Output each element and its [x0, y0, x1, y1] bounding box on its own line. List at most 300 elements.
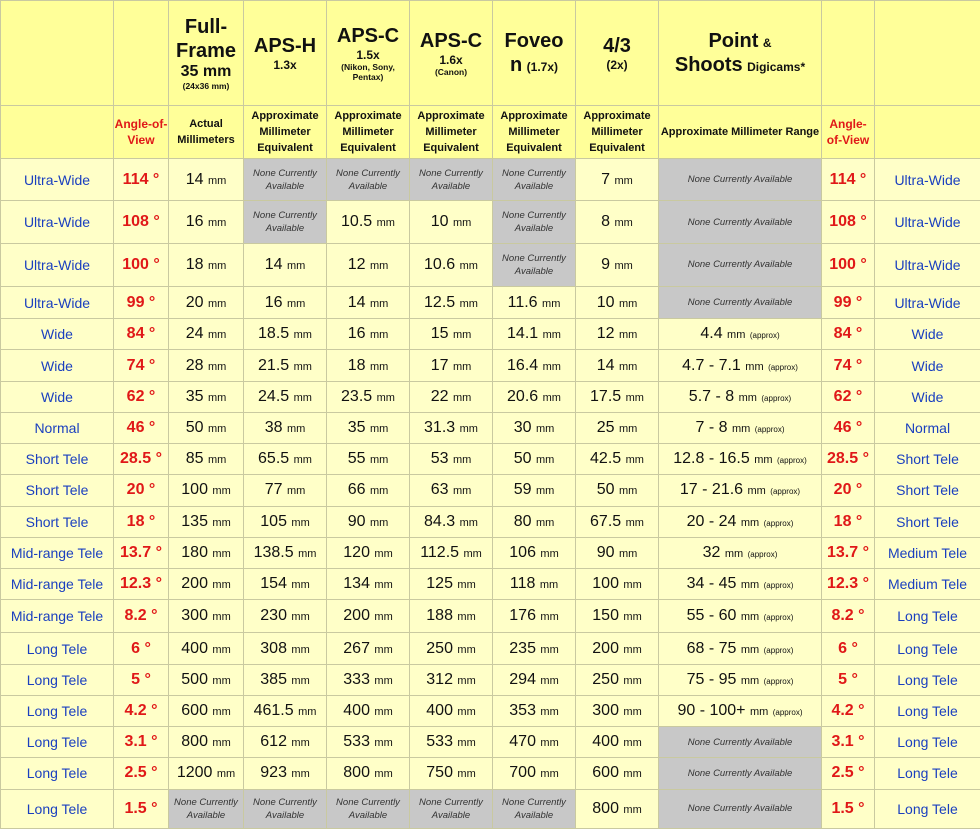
foveon-title-n: n	[509, 53, 523, 76]
value-text: 294 mm	[509, 670, 559, 688]
angle-of-view-left: 5 °	[114, 664, 169, 695]
ps-value	[659, 633, 822, 664]
unit-label: mm	[369, 485, 389, 498]
foveon-value	[493, 633, 576, 664]
unit-label: mm	[291, 611, 310, 624]
value-text: 55 - 60 mm (approx)	[686, 607, 794, 625]
ft-title: 4/3	[603, 34, 631, 57]
ps-digicams: Digicams*	[747, 59, 806, 74]
unit-label: mm	[740, 516, 760, 529]
unit-label: mm	[452, 329, 472, 342]
apsc15-value	[327, 727, 410, 758]
category-left: Long Tele	[1, 664, 114, 695]
value-text: 16 mm	[347, 325, 389, 343]
category-right: Ultra-Wide	[875, 201, 980, 243]
category-left: Mid-range Tele	[1, 600, 114, 633]
na-text: None Currently Available	[687, 174, 793, 186]
angle-of-view-right: 99 °	[822, 287, 875, 319]
apsh-value	[244, 537, 327, 568]
angle-of-view-right: 5 °	[822, 664, 875, 695]
unit-label: mm	[542, 329, 561, 342]
value-text: 66 mm	[347, 481, 389, 499]
angle-of-view-left: 114 °	[114, 159, 169, 201]
unit-label: mm	[535, 485, 555, 498]
approx-label: (approx)	[761, 393, 792, 403]
ff-value	[169, 569, 244, 600]
category-left: Long Tele	[1, 695, 114, 726]
apsh-crop: 1.3x	[273, 57, 297, 72]
foveon-value	[493, 201, 576, 243]
sub-blank-right	[875, 105, 980, 158]
value-text: 50 mm	[596, 481, 638, 499]
value-text: 176 mm	[509, 607, 559, 625]
value-text: 10.6 mm	[424, 255, 478, 273]
header-aps-h	[244, 1, 327, 106]
unit-label: mm	[749, 706, 769, 719]
na-text: None Currently Available	[502, 796, 566, 821]
unit-label: mm	[291, 768, 310, 781]
ft-value	[576, 243, 659, 286]
unit-label: mm	[618, 423, 638, 436]
value-text: 16 mm	[264, 293, 306, 311]
value-text: 188 mm	[426, 607, 476, 625]
unit-label: mm	[754, 454, 773, 467]
unit-label: mm	[207, 297, 227, 310]
apsc15-value	[327, 319, 410, 350]
angle-of-view-left: 46 °	[114, 412, 169, 443]
approx-label: (approx)	[749, 331, 780, 341]
value-text: 125 mm	[426, 575, 476, 593]
na-text: None Currently Available	[687, 736, 793, 748]
unit-label: mm	[291, 674, 310, 687]
header-aps-c-16	[410, 1, 493, 106]
ft-value	[576, 664, 659, 695]
unit-label: mm	[369, 423, 389, 436]
unit-label: mm	[369, 454, 389, 467]
ft-value	[576, 412, 659, 443]
ft-value	[576, 569, 659, 600]
value-text: 100 mm	[181, 481, 231, 499]
angle-of-view-left: 74 °	[114, 350, 169, 381]
unit-label: mm	[459, 259, 478, 272]
unit-label: mm	[293, 329, 312, 342]
unit-label: mm	[374, 706, 393, 719]
ff-value	[169, 159, 244, 201]
table-body	[1, 159, 980, 829]
apsc15-value	[327, 789, 410, 828]
apsc15-value	[327, 350, 410, 381]
value-text: 53 mm	[430, 450, 472, 468]
value-text: 15 mm	[430, 325, 472, 343]
table-row	[1, 695, 980, 726]
category-right: Long Tele	[875, 664, 980, 695]
unit-label: mm	[452, 360, 472, 373]
angle-of-view-right: 62 °	[822, 381, 875, 412]
ps-value	[659, 569, 822, 600]
table-row	[1, 789, 980, 828]
table-row	[1, 758, 980, 789]
unit-label: mm	[535, 516, 555, 529]
category-right: Long Tele	[875, 600, 980, 633]
foveon-value	[493, 319, 576, 350]
value-text: 118 mm	[509, 575, 559, 593]
category-left: Short Tele	[1, 506, 114, 537]
value-text: 800 mm	[592, 799, 642, 817]
value-text: 17.5 mm	[590, 387, 644, 405]
apsc15-value	[327, 758, 410, 789]
foveon-value	[493, 695, 576, 726]
ps-value	[659, 159, 822, 201]
table-row	[1, 569, 980, 600]
value-text: 85 mm	[185, 450, 227, 468]
table-row	[1, 633, 980, 664]
apsh-value	[244, 319, 327, 350]
ff-value	[169, 412, 244, 443]
category-right: Long Tele	[875, 789, 980, 828]
value-text: 20.6 mm	[507, 387, 561, 405]
sub-equiv-apsc16: Approximate Millimeter Equivalent	[410, 105, 493, 158]
category-left: Ultra-Wide	[1, 159, 114, 201]
na-text: None Currently Available	[687, 216, 793, 228]
unit-label: mm	[614, 174, 633, 187]
apsc16-value	[410, 412, 493, 443]
value-text: 22 mm	[430, 387, 472, 405]
unit-label: mm	[374, 674, 393, 687]
value-text: 30 mm	[513, 419, 555, 437]
apsc15-brands: (Nikon, Sony, Pentax)	[341, 61, 395, 82]
unit-label: mm	[463, 547, 482, 560]
category-left: Mid-range Tele	[1, 569, 114, 600]
angle-of-view-left: 84 °	[114, 319, 169, 350]
ft-value	[576, 695, 659, 726]
header-blank-aov-right	[822, 1, 875, 106]
ft-value	[576, 319, 659, 350]
unit-label: mm	[618, 485, 638, 498]
category-right: Ultra-Wide	[875, 243, 980, 286]
table-row	[1, 319, 980, 350]
ff-value	[169, 506, 244, 537]
unit-label: mm	[374, 579, 393, 592]
apsc15-value	[327, 287, 410, 319]
angle-of-view-left: 99 °	[114, 287, 169, 319]
category-left: Long Tele	[1, 789, 114, 828]
approx-label: (approx)	[763, 613, 794, 623]
unit-label: mm	[542, 297, 561, 310]
value-text: 84.3 mm	[424, 512, 478, 530]
unit-label: mm	[540, 643, 559, 656]
value-text: 120 mm	[343, 543, 393, 561]
ps-value	[659, 444, 822, 475]
value-text: 750 mm	[426, 764, 476, 782]
unit-label: mm	[207, 259, 227, 272]
ff-value	[169, 758, 244, 789]
na-text: None Currently Available	[174, 796, 238, 821]
apsh-value	[244, 569, 327, 600]
ps-value	[659, 506, 822, 537]
value-text: 14 mm	[596, 356, 638, 374]
ps-value	[659, 664, 822, 695]
sub-aov: Angle-of-View	[114, 105, 169, 158]
apsh-value	[244, 243, 327, 286]
unit-label: mm	[623, 674, 642, 687]
ff-value	[169, 633, 244, 664]
ps-amp: &	[762, 35, 772, 50]
apsh-value	[244, 506, 327, 537]
category-right: Long Tele	[875, 758, 980, 789]
na-text: None Currently Available	[253, 796, 317, 821]
na-text: None Currently Available	[687, 803, 793, 815]
unit-label: mm	[535, 454, 555, 467]
angle-of-view-left: 100 °	[114, 243, 169, 286]
category-right: Short Tele	[875, 506, 980, 537]
unit-label: mm	[724, 547, 744, 560]
ff-title-line2: Frame	[175, 39, 237, 62]
value-text: 180 mm	[181, 543, 231, 561]
ff-value	[169, 287, 244, 319]
angle-of-view-right: 74 °	[822, 350, 875, 381]
foveon-value	[493, 444, 576, 475]
value-text: 700 mm	[509, 764, 559, 782]
value-text: 35 mm	[185, 387, 227, 405]
value-text: 308 mm	[260, 639, 310, 657]
ps-value	[659, 475, 822, 506]
angle-of-view-left: 62 °	[114, 381, 169, 412]
value-text: 17 - 21.6 mm (approx)	[679, 481, 801, 499]
value-text: 38 mm	[264, 419, 306, 437]
ff-value	[169, 319, 244, 350]
ft-value	[576, 475, 659, 506]
unit-label: mm	[452, 485, 472, 498]
value-text: 312 mm	[426, 670, 476, 688]
ft-value	[576, 350, 659, 381]
unit-label: mm	[618, 360, 638, 373]
angle-of-view-left: 108 °	[114, 201, 169, 243]
apsc16-value	[410, 243, 493, 286]
apsc15-value	[327, 537, 410, 568]
ps-value	[659, 727, 822, 758]
value-text: 59 mm	[513, 481, 555, 499]
angle-of-view-left: 3.1 °	[114, 727, 169, 758]
apsc16-crop: 1.6x	[439, 52, 463, 67]
category-left: Long Tele	[1, 727, 114, 758]
unit-label: mm	[298, 547, 317, 560]
sub-equiv-ft: Approximate Millimeter Equivalent	[576, 105, 659, 158]
value-text: 17 mm	[430, 356, 472, 374]
apsc16-value	[410, 381, 493, 412]
approx-label: (approx)	[772, 708, 803, 718]
value-text: 50 mm	[513, 450, 555, 468]
angle-of-view-left: 8.2 °	[114, 600, 169, 633]
ff-dims: (24x36 mm)	[182, 80, 230, 91]
value-text: 400 mm	[426, 702, 476, 720]
unit-label: mm	[452, 217, 472, 230]
value-text: 154 mm	[260, 575, 310, 593]
unit-label: mm	[212, 611, 231, 624]
foveon-value	[493, 287, 576, 319]
angle-of-view-right: 84 °	[822, 319, 875, 350]
ff-value	[169, 600, 244, 633]
unit-label: mm	[207, 423, 227, 436]
apsc16-value	[410, 633, 493, 664]
value-text: 800 mm	[181, 733, 231, 751]
unit-label: mm	[374, 768, 393, 781]
apsc15-value	[327, 633, 410, 664]
value-text: 470 mm	[509, 733, 559, 751]
apsh-value	[244, 287, 327, 319]
angle-of-view-right: 114 °	[822, 159, 875, 201]
apsc16-value	[410, 287, 493, 319]
ff-title-line1: Full-	[184, 15, 228, 38]
unit-label: mm	[623, 643, 642, 656]
apsc15-value	[327, 600, 410, 633]
angle-of-view-left: 13.7 °	[114, 537, 169, 568]
value-text: 67.5 mm	[590, 512, 644, 530]
value-text: 150 mm	[592, 607, 642, 625]
value-text: 25 mm	[596, 419, 638, 437]
unit-label: mm	[212, 674, 231, 687]
header-point-shoot	[659, 1, 822, 106]
unit-label: mm	[212, 579, 231, 592]
category-right: Wide	[875, 319, 980, 350]
value-text: 134 mm	[343, 575, 393, 593]
approx-label: (approx)	[763, 645, 794, 655]
angle-of-view-left: 12.3 °	[114, 569, 169, 600]
sub-aov-right: Angle-of-View	[822, 105, 875, 158]
value-text: 353 mm	[509, 702, 559, 720]
value-text: 300 mm	[181, 607, 231, 625]
ff-title-line3: 35 mm	[180, 62, 232, 80]
foveon-title: Foveo	[504, 29, 564, 52]
foveon-value	[493, 381, 576, 412]
ft-value	[576, 537, 659, 568]
apsc15-crop: 1.5x	[356, 47, 380, 62]
value-text: 267 mm	[343, 639, 393, 657]
value-text: 10 mm	[430, 213, 472, 231]
unit-label: mm	[207, 454, 227, 467]
unit-label: mm	[286, 259, 306, 272]
apsh-value	[244, 664, 327, 695]
value-text: 50 mm	[185, 419, 227, 437]
foveon-value	[493, 727, 576, 758]
unit-label: mm	[542, 360, 561, 373]
na-text: None Currently Available	[687, 767, 793, 779]
apsh-value	[244, 381, 327, 412]
value-text: 500 mm	[181, 670, 231, 688]
category-right: Long Tele	[875, 633, 980, 664]
category-left: Long Tele	[1, 633, 114, 664]
na-text: None Currently Available	[336, 796, 400, 821]
na-text: None Currently Available	[687, 297, 793, 309]
value-text: 800 mm	[343, 764, 393, 782]
table-row	[1, 506, 980, 537]
unit-label: mm	[623, 706, 642, 719]
sub-blank-left	[1, 105, 114, 158]
apsh-value	[244, 444, 327, 475]
ft-value	[576, 444, 659, 475]
unit-label: mm	[291, 643, 310, 656]
angle-of-view-right: 6 °	[822, 633, 875, 664]
category-right: Wide	[875, 350, 980, 381]
value-text: 4.4 mm (approx)	[700, 325, 780, 343]
ps-title2: Shoots	[674, 53, 743, 76]
value-text: 385 mm	[260, 670, 310, 688]
unit-label: mm	[618, 297, 638, 310]
unit-label: mm	[452, 454, 472, 467]
value-text: 923 mm	[260, 764, 310, 782]
unit-label: mm	[207, 360, 227, 373]
unit-label: mm	[457, 611, 476, 624]
category-right: Long Tele	[875, 727, 980, 758]
value-text: 65.5 mm	[258, 450, 312, 468]
apsh-value	[244, 695, 327, 726]
ps-value	[659, 350, 822, 381]
sub-equiv-apsc15: Approximate Millimeter Equivalent	[327, 105, 410, 158]
apsc16-value	[410, 569, 493, 600]
angle-of-view-right: 4.2 °	[822, 695, 875, 726]
unit-label: mm	[539, 579, 559, 592]
unit-label: mm	[376, 391, 395, 404]
angle-of-view-right: 1.5 °	[822, 789, 875, 828]
value-text: 400 mm	[181, 639, 231, 657]
unit-label: mm	[207, 329, 227, 342]
value-text: 90 mm	[347, 512, 389, 530]
approx-label: (approx)	[763, 518, 794, 528]
category-left: Ultra-Wide	[1, 243, 114, 286]
unit-label: mm	[623, 737, 642, 750]
ff-value	[169, 475, 244, 506]
ps-value	[659, 319, 822, 350]
table-row	[1, 664, 980, 695]
ft-value	[576, 727, 659, 758]
value-text: 106 mm	[509, 543, 559, 561]
unit-label: mm	[457, 737, 476, 750]
foveon-value	[493, 758, 576, 789]
unit-label: mm	[212, 485, 231, 498]
value-text: 5.7 - 8 mm (approx)	[688, 387, 792, 405]
ff-value	[169, 444, 244, 475]
unit-label: mm	[369, 297, 389, 310]
approx-label: (approx)	[754, 425, 785, 435]
angle-of-view-left: 2.5 °	[114, 758, 169, 789]
angle-of-view-left: 20 °	[114, 475, 169, 506]
category-left: Ultra-Wide	[1, 201, 114, 243]
unit-label: mm	[457, 643, 476, 656]
value-text: 11.6 mm	[507, 293, 561, 311]
angle-of-view-right: 108 °	[822, 201, 875, 243]
unit-label: mm	[618, 329, 638, 342]
ft-value	[576, 506, 659, 537]
unit-label: mm	[207, 391, 227, 404]
table-row	[1, 475, 980, 506]
na-text: None Currently Available	[502, 167, 566, 192]
angle-of-view-left: 1.5 °	[114, 789, 169, 828]
ps-value	[659, 201, 822, 243]
unit-label: mm	[459, 423, 478, 436]
apsc15-value	[327, 201, 410, 243]
unit-label: mm	[625, 516, 644, 529]
unit-label: mm	[738, 391, 757, 404]
foveon-crop: (1.7x)	[526, 59, 559, 74]
value-text: 333 mm	[343, 670, 393, 688]
value-text: 461.5 mm	[253, 702, 317, 720]
table-row	[1, 727, 980, 758]
value-text: 14 mm	[264, 255, 306, 273]
unit-label: mm	[374, 547, 393, 560]
unit-label: mm	[459, 516, 478, 529]
na-text: None Currently Available	[253, 210, 317, 235]
unit-label: mm	[623, 579, 642, 592]
value-text: 18.5 mm	[258, 325, 312, 343]
